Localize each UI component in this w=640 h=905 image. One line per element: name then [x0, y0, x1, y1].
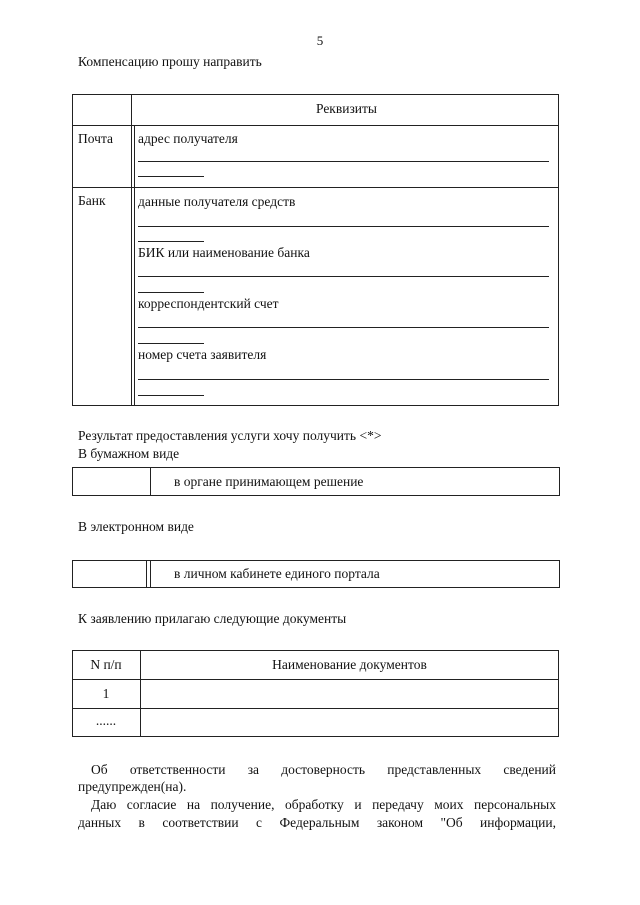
- responsibility-line-2: предупрежден(на).: [78, 779, 187, 794]
- consent-line-2: данных в соответствии с Федеральным законом "Об информации,: [78, 815, 556, 830]
- paper-option-label: в органе принимающем решение: [174, 474, 364, 489]
- electronic-checkbox-divider-inner: [150, 560, 151, 588]
- requisites-header-divider: [72, 125, 559, 126]
- paper-checkbox[interactable]: [73, 468, 149, 495]
- requisites-row-divider: [72, 187, 559, 188]
- bik-label: БИК или наименование банка: [138, 245, 310, 260]
- bik-line-short[interactable]: [138, 292, 204, 293]
- documents-row-2-number: ......: [95, 713, 117, 728]
- corr-account-line-short[interactable]: [138, 343, 204, 344]
- documents-intro: К заявлению прилагаю следующие документы: [78, 611, 347, 626]
- documents-col-name: Наименование документов: [272, 657, 427, 672]
- electronic-checkbox[interactable]: [73, 561, 145, 587]
- bank-label: Банк: [78, 193, 106, 208]
- paper-form-label: В бумажном виде: [78, 446, 180, 461]
- paper-checkbox-divider: [150, 467, 151, 496]
- applicant-account-line[interactable]: [138, 379, 549, 380]
- documents-row-1-name-cell[interactable]: [141, 681, 558, 707]
- documents-col-number: N п/п: [90, 657, 122, 672]
- mail-address-label: адрес получателя: [138, 131, 238, 146]
- recipient-data-line-short[interactable]: [138, 241, 204, 242]
- corr-account-label: корреспондентский счет: [138, 296, 279, 311]
- electronic-checkbox-divider: [146, 560, 147, 588]
- mail-address-line[interactable]: [138, 161, 549, 162]
- electronic-option-label: в личном кабинете единого портала: [174, 566, 380, 581]
- requisites-column-divider-inner: [134, 125, 135, 406]
- recipient-data-label: данные получателя средств: [138, 194, 296, 209]
- requisites-header: Реквизиты: [315, 101, 377, 116]
- result-intro: Результат предоставления услуги хочу получить <*>: [78, 428, 382, 443]
- compensation-intro: Компенсацию прошу направить: [78, 54, 262, 69]
- responsibility-line-1: Об ответственности за достоверность представленных сведений: [91, 762, 556, 777]
- corr-account-line[interactable]: [138, 327, 549, 328]
- page-number: 5: [316, 33, 324, 48]
- documents-header-divider: [72, 679, 559, 680]
- mail-label: Почта: [78, 131, 113, 146]
- bik-line[interactable]: [138, 276, 549, 277]
- applicant-account-label: номер счета заявителя: [138, 347, 267, 362]
- requisites-column-divider: [131, 94, 132, 406]
- documents-row-1-number: 1: [102, 686, 110, 701]
- documents-row-divider: [72, 708, 559, 709]
- documents-row-2-name-cell[interactable]: [141, 710, 558, 736]
- consent-line-1: Даю согласие на получение, обработку и передачу моих персональных: [91, 797, 556, 812]
- mail-address-line-short[interactable]: [138, 176, 204, 177]
- applicant-account-line-short[interactable]: [138, 395, 204, 396]
- electronic-form-label: В электронном виде: [78, 519, 194, 534]
- recipient-data-line[interactable]: [138, 226, 549, 227]
